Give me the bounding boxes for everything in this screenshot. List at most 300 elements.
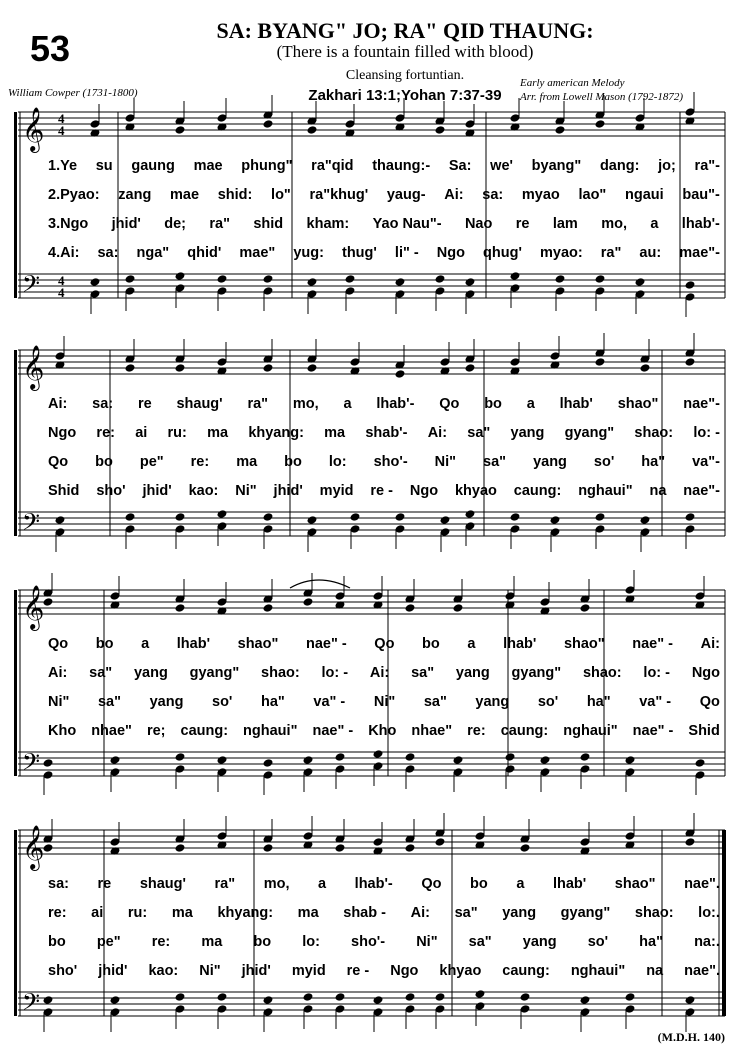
lyric-line <box>48 245 720 261</box>
lyric-syllable: bau"- <box>682 187 720 203</box>
lyric-syllable: shao" <box>614 876 656 892</box>
lyric-syllable: we' <box>490 158 513 174</box>
lyric-syllable: sa" <box>483 454 507 470</box>
lyric-syllable: Sa: <box>448 158 472 174</box>
treble-alto-note-head <box>303 597 314 607</box>
lyric-syllable: shao: <box>634 425 674 441</box>
lyric-syllable: re - <box>346 963 370 979</box>
bass-tenor-note-head <box>263 512 274 522</box>
bass-clef-icon: 𝄢 <box>22 508 41 541</box>
lyric-syllable: khyao <box>454 483 497 499</box>
treble-alto-note-head <box>435 125 446 135</box>
bass-tenor-note-head <box>405 992 416 1002</box>
lyric-syllable: re <box>97 876 112 892</box>
lyric-syllable: shab'- <box>365 425 408 441</box>
slur <box>290 580 350 588</box>
bass-tenor-note-head <box>307 277 318 287</box>
bass-tenor-note-head <box>435 992 446 1002</box>
lyric-syllable: shao" <box>237 636 279 652</box>
lyric-syllable: ra" <box>600 245 622 261</box>
lyric-syllable: jhid' <box>241 963 271 979</box>
footer-reference: (M.D.H. 140) <box>657 1030 725 1044</box>
system-bracket <box>14 350 17 536</box>
bass-tenor-note-head <box>595 274 606 284</box>
lyric-syllable: li" - <box>394 245 419 261</box>
lyric-syllable: mae <box>193 158 223 174</box>
lyric-syllable: lhab'- <box>354 876 393 892</box>
lyric-syllable: qhid' <box>187 245 222 261</box>
arranger-credit: Arr. from Lowell Mason (1792-1872) <box>520 91 684 103</box>
lyric-syllable: gyang" <box>560 905 611 921</box>
lyric-syllable: ma <box>297 905 319 921</box>
lyric-line <box>48 934 720 950</box>
lyric-syllable: re <box>515 216 530 232</box>
lyric-syllable: kao: <box>148 963 179 979</box>
lyric-syllable: Ngo <box>436 245 465 261</box>
lyric-syllable: khyang: <box>217 905 274 921</box>
bass-tenor-note-head <box>43 758 54 768</box>
lyric-syllable: va" - <box>313 694 346 710</box>
lyric-syllable: ru: <box>127 905 148 921</box>
lyric-syllable: 1.Ye <box>48 158 78 174</box>
bass-time-signature-top: 4 <box>58 273 65 288</box>
lyric-syllable: Ni" <box>434 454 457 470</box>
lyric-syllable: Shid <box>48 483 80 499</box>
lyric-syllable: lo: - <box>321 665 349 681</box>
treble-alto-note-head <box>307 363 318 373</box>
treble-alto-note-head <box>175 363 186 373</box>
lyric-syllable: lhab'- <box>681 216 720 232</box>
treble-alto-note-head <box>520 843 531 853</box>
bass-tenor-note-head <box>217 274 228 284</box>
lyric-syllable: ha" <box>641 454 666 470</box>
lyric-syllable: 4.Ai: <box>48 245 80 261</box>
bass-tenor-note-head <box>110 995 121 1005</box>
bass-clef-icon: 𝄢 <box>22 270 41 303</box>
treble-alto-note-head <box>125 363 136 373</box>
lyric-syllable: Yao Nau"- <box>372 216 442 232</box>
bass-tenor-note-head <box>695 758 706 768</box>
lyric-syllable: bo <box>470 876 488 892</box>
lyric-syllable: nae" - <box>312 723 354 739</box>
bass-tenor-note-head <box>175 271 186 281</box>
treble-clef-icon: 𝄞 <box>22 345 45 389</box>
lyric-syllable: a <box>318 876 327 892</box>
bass-tenor-note-head <box>345 274 356 284</box>
lyric-syllable: Ai: <box>410 905 430 921</box>
lyric-syllable: Qo <box>374 636 395 652</box>
bass-tenor-note-head <box>217 509 228 519</box>
lyric-line <box>48 454 720 470</box>
lyric-syllable: caung: <box>502 963 550 979</box>
lyric-syllable: so' <box>587 934 609 950</box>
lyric-syllable: Ai: <box>48 396 68 412</box>
lyric-syllable: yang <box>475 694 510 710</box>
lyric-syllable: mae"- <box>679 245 720 261</box>
lyric-syllable: Ai: <box>427 425 448 441</box>
lyric-syllable: lo: <box>328 454 347 470</box>
lyric-syllable: re <box>137 396 152 412</box>
lyric-syllable: shao: <box>634 905 674 921</box>
lyric-syllable: a <box>526 396 535 412</box>
lyric-syllable: ngaui <box>625 187 664 203</box>
lyric-syllable: 2.Pyao: <box>48 187 100 203</box>
treble-alto-note-head <box>263 843 274 853</box>
lyric-syllable: au: <box>639 245 662 261</box>
lyric-syllable: ra"qid <box>311 158 354 174</box>
lyric-syllable: a <box>650 216 659 232</box>
treble-alto-note-head <box>595 119 606 129</box>
treble-alto-note-head <box>685 837 696 847</box>
lyric-syllable: Qo <box>48 636 69 652</box>
bass-tenor-note-head <box>110 755 121 765</box>
lyric-syllable: shao: <box>261 665 300 681</box>
lyric-syllable: Ai: <box>700 636 720 652</box>
lyric-syllable: Ni" <box>416 934 438 950</box>
lyric-syllable: de; <box>164 216 187 232</box>
lyric-line <box>48 425 720 441</box>
treble-alto-note-head <box>595 357 606 367</box>
bass-tenor-note-head <box>625 992 636 1002</box>
lyric-syllable: re: <box>48 905 67 921</box>
lyric-syllable: jhid' <box>98 963 128 979</box>
bass-tenor-note-head <box>307 515 318 525</box>
lyric-syllable: mae <box>170 187 200 203</box>
lyric-line <box>48 636 720 652</box>
bass-tenor-note-head <box>510 271 521 281</box>
treble-time-signature-top: 4 <box>58 111 65 126</box>
lyric-syllable: Ngo <box>390 963 419 979</box>
lyric-syllable: Ngo <box>409 483 439 499</box>
treble-time-signature-bottom: 4 <box>58 123 65 138</box>
lyric-syllable: bo <box>422 636 440 652</box>
author-credit: William Cowper (1731-1800) <box>8 87 138 99</box>
treble-alto-note-head <box>640 363 651 373</box>
lyric-syllable: thug' <box>342 245 377 261</box>
lyric-syllable: shao" <box>617 396 659 412</box>
lyric-syllable: ru: <box>167 425 187 441</box>
bass-tenor-note-head <box>505 752 516 762</box>
lyric-syllable: na <box>646 963 664 979</box>
lyric-syllable: mo, <box>601 216 627 232</box>
lyric-syllable: shao: <box>582 665 622 681</box>
lyric-syllable: ma <box>236 454 258 470</box>
lyric-syllable: lam <box>552 216 578 232</box>
lyric-syllable: bo <box>95 636 114 652</box>
bass-tenor-note-head <box>335 752 346 762</box>
lyric-syllable: pe" <box>96 934 121 950</box>
lyric-syllable: a <box>467 636 476 652</box>
lyric-syllable: lo: - <box>643 665 670 681</box>
lyric-syllable: yug: <box>293 245 324 261</box>
lyric-syllable: sho'- <box>351 934 386 950</box>
lyric-syllable: Qo <box>699 694 720 710</box>
lyric-syllable: sho' <box>96 483 126 499</box>
bass-tenor-note-head <box>685 995 696 1005</box>
lyric-syllable: Ni" <box>48 694 70 710</box>
scripture-reference: Zakhari 13:1;Yohan 7:37-39 <box>308 87 502 104</box>
bass-tenor-note-head <box>550 515 561 525</box>
bass-tenor-note-head <box>625 755 636 765</box>
lyric-syllable: ra" <box>247 396 269 412</box>
treble-alto-note-head <box>435 837 446 847</box>
lyric-syllable: ma <box>201 934 223 950</box>
lyric-syllable: yang <box>533 454 567 470</box>
bass-tenor-note-head <box>520 992 531 1002</box>
bass-tenor-note-head <box>453 755 464 765</box>
bass-time-signature-bottom: 4 <box>58 285 65 300</box>
lyric-syllable: shid: <box>217 187 253 203</box>
bass-tenor-note-head <box>475 989 486 999</box>
lyric-syllable: qhug' <box>483 245 522 261</box>
lyric-syllable: sa: <box>48 876 69 892</box>
bass-tenor-note-head <box>395 512 406 522</box>
lyric-syllable: Ni" <box>199 963 221 979</box>
lyric-syllable: yang <box>149 694 184 710</box>
lyric-syllable: gyang" <box>511 665 562 681</box>
lyric-syllable: ai <box>91 905 104 921</box>
lyric-syllable: jhid' <box>111 216 141 232</box>
lyric-syllable: shab - <box>343 905 386 921</box>
lyric-syllable: gyang" <box>189 665 240 681</box>
lyric-syllable: Qo <box>48 454 69 470</box>
bass-tenor-note-head <box>303 755 314 765</box>
system-bracket <box>14 830 17 1016</box>
lyric-syllable: re: <box>190 454 210 470</box>
lyric-syllable: 3.Ngo <box>48 216 89 232</box>
treble-alto-note-head <box>405 843 416 853</box>
bass-tenor-note-head <box>43 995 54 1005</box>
lyric-syllable: ma <box>324 425 346 441</box>
bass-tenor-note-head <box>580 995 591 1005</box>
lyric-syllable: bo <box>284 454 302 470</box>
lyric-syllable: Ni" <box>373 694 396 710</box>
bass-tenor-note-head <box>373 995 384 1005</box>
bass-tenor-note-head <box>217 755 228 765</box>
lyric-syllable: myao <box>521 187 560 203</box>
lyric-syllable: sho'- <box>373 454 408 470</box>
lyric-syllable: re; <box>146 723 166 739</box>
bass-tenor-note-head <box>640 515 651 525</box>
lyric-syllable: dang: <box>599 158 640 174</box>
lyric-syllable: Ai: <box>369 665 390 681</box>
melody-credit: Early american Melody <box>520 77 625 89</box>
treble-alto-note-head <box>263 119 274 129</box>
lyric-syllable: caung: <box>513 483 562 499</box>
lyric-syllable: Ngo <box>48 425 77 441</box>
lyric-syllable: Ai: <box>48 665 68 681</box>
lyric-syllable: bo <box>253 934 272 950</box>
lyric-line <box>48 963 720 979</box>
treble-alto-note-head <box>307 125 318 135</box>
bass-tenor-note-head <box>350 512 361 522</box>
lyric-syllable: lhab' <box>176 636 211 652</box>
lyric-line <box>48 187 720 203</box>
lyric-syllable: sa" <box>89 665 113 681</box>
treble-alto-note-head <box>263 363 274 373</box>
bass-tenor-note-head <box>55 515 66 525</box>
treble-alto-note-head <box>395 369 406 379</box>
lyric-syllable: kham: <box>306 216 350 232</box>
lyric-syllable: Shid <box>688 723 720 739</box>
bass-tenor-note-head <box>90 277 101 287</box>
bass-tenor-note-head <box>635 277 646 287</box>
lyric-syllable: a <box>343 396 352 412</box>
bass-clef-icon: 𝄢 <box>22 988 41 1021</box>
lyric-syllable: re: <box>467 723 486 739</box>
lyric-syllable: phung" <box>241 158 293 174</box>
lyric-syllable: na:. <box>694 934 720 950</box>
lyric-syllable: ai <box>135 425 148 441</box>
bass-tenor-note-head <box>405 752 416 762</box>
lyric-syllable: nga" <box>136 245 170 261</box>
lyric-syllable: kao: <box>188 483 219 499</box>
lyric-syllable: yaug- <box>386 187 426 203</box>
bass-tenor-note-head <box>373 749 384 759</box>
bass-tenor-note-head <box>395 277 406 287</box>
lyric-syllable: Nao <box>464 216 493 232</box>
lyric-syllable: lo: - <box>693 425 720 441</box>
bass-tenor-note-head <box>125 512 136 522</box>
bass-tenor-note-head <box>303 992 314 1002</box>
lyric-syllable: ra"- <box>694 158 720 174</box>
treble-clef-icon: 𝄞 <box>22 585 45 629</box>
bass-tenor-note-head <box>263 274 274 284</box>
lyric-syllable: pe" <box>139 454 164 470</box>
lyric-syllable: ra"khug' <box>309 187 369 203</box>
lyric-syllable: re - <box>370 483 393 499</box>
lyric-syllable: khyang: <box>248 425 304 441</box>
treble-alto-note-head <box>175 603 186 613</box>
lyric-syllable: sa" <box>467 425 491 441</box>
lyric-syllable: lo: <box>302 934 320 950</box>
hymn-title: SA: BYANG" JO; RA" QID THAUNG: <box>216 18 594 43</box>
lyric-syllable: gyang" <box>564 425 615 441</box>
lyric-syllable: byang" <box>531 158 582 174</box>
lyric-syllable: myid <box>291 963 326 979</box>
lyric-line <box>48 876 720 892</box>
bass-tenor-note-head <box>263 995 274 1005</box>
bass-tenor-note-head <box>175 512 186 522</box>
lyric-syllable: shid <box>253 216 284 232</box>
lyric-syllable: sa" <box>411 665 435 681</box>
lyric-syllable: su <box>95 158 113 174</box>
lyric-syllable: ha" <box>260 694 285 710</box>
lyric-syllable: Ai: <box>444 187 464 203</box>
lyric-syllable: na <box>649 483 667 499</box>
lyric-syllable: va"- <box>692 454 720 470</box>
lyric-syllable: re: <box>151 934 171 950</box>
lyric-syllable: ma <box>207 425 229 441</box>
lyric-syllable: lo" <box>271 187 291 203</box>
lyric-syllable: yang <box>522 934 557 950</box>
treble-alto-note-head <box>465 363 476 373</box>
lyric-line <box>48 483 720 499</box>
lyric-syllable: ha" <box>639 934 663 950</box>
lyric-syllable: mo, <box>263 876 290 892</box>
lyric-syllable: caung: <box>180 723 229 739</box>
bass-tenor-note-head <box>510 512 521 522</box>
lyric-syllable: nhae" <box>91 723 132 739</box>
lyric-syllable: nae"- <box>683 396 720 412</box>
bass-tenor-note-head <box>263 758 274 768</box>
lyric-syllable: shaug' <box>176 396 223 412</box>
bass-tenor-note-head <box>685 512 696 522</box>
lyric-syllable: sa: <box>482 187 504 203</box>
lyric-syllable: nghaui" <box>578 483 633 499</box>
bass-tenor-note-head <box>435 274 446 284</box>
bass-tenor-note-head <box>540 755 551 765</box>
lyric-syllable: so' <box>212 694 233 710</box>
lyric-syllable: ra" <box>214 876 236 892</box>
bass-tenor-note-head <box>217 992 228 1002</box>
english-title: (There is a fountain filled with blood) <box>276 42 534 61</box>
lyric-line <box>48 216 720 232</box>
lyric-syllable: sa" <box>468 934 492 950</box>
lyric-syllable: nghaui" <box>563 723 618 739</box>
lyric-syllable: shaug' <box>139 876 186 892</box>
lyric-syllable: bo <box>48 934 66 950</box>
lyric-syllable: nae". <box>684 876 720 892</box>
bass-tenor-note-head <box>465 277 476 287</box>
lyric-syllable: ma <box>171 905 193 921</box>
lyric-syllable: sa" <box>454 905 478 921</box>
lyric-syllable: jo; <box>658 158 676 174</box>
lyric-syllable: Ngo <box>691 665 720 681</box>
lyric-syllable: sho' <box>48 963 78 979</box>
lyric-syllable: yang <box>455 665 490 681</box>
lyric-syllable: nae"- <box>683 483 720 499</box>
lyric-syllable: myid <box>319 483 354 499</box>
system-bracket <box>14 112 17 298</box>
bass-tenor-note-head <box>125 274 136 284</box>
lyric-line <box>48 694 720 710</box>
lyric-syllable: lhab' <box>552 876 587 892</box>
lyric-line <box>48 396 720 412</box>
treble-alto-note-head <box>175 843 186 853</box>
lyric-syllable: lhab' <box>559 396 593 412</box>
lyric-syllable: shao" <box>563 636 605 652</box>
tune-name: Cleansing fortuntian. <box>345 68 465 83</box>
lyric-syllable: so' <box>593 454 615 470</box>
lyric-syllable: yang <box>502 905 537 921</box>
system-bracket <box>14 590 17 776</box>
bass-tenor-note-head <box>335 992 346 1002</box>
treble-alto-note-head <box>335 843 346 853</box>
lyric-line <box>48 158 720 174</box>
lyric-syllable: sa: <box>92 396 114 412</box>
lyric-syllable: sa" <box>423 694 447 710</box>
lyric-syllable: bo <box>484 396 502 412</box>
lyric-syllable: myao: <box>539 245 583 261</box>
lyric-syllable: Ni" <box>235 483 257 499</box>
treble-alto-note-head <box>175 125 186 135</box>
lyric-syllable: thaung:- <box>372 158 431 174</box>
bass-tenor-note-head <box>465 509 476 519</box>
lyric-syllable: nghaui" <box>243 723 298 739</box>
lyric-syllable: gaung <box>131 158 175 174</box>
lyric-line <box>48 905 720 921</box>
bass-tenor-note-head <box>440 515 451 525</box>
lyric-syllable: nae". <box>684 963 720 979</box>
lyric-syllable: jhid' <box>273 483 303 499</box>
lyric-syllable: so' <box>537 694 559 710</box>
final-barline-thick <box>722 830 726 1016</box>
lyric-line <box>48 723 720 739</box>
treble-alto-note-head <box>555 125 566 135</box>
lyric-syllable: Qo <box>439 396 460 412</box>
lyric-syllable: nae" - <box>632 723 674 739</box>
